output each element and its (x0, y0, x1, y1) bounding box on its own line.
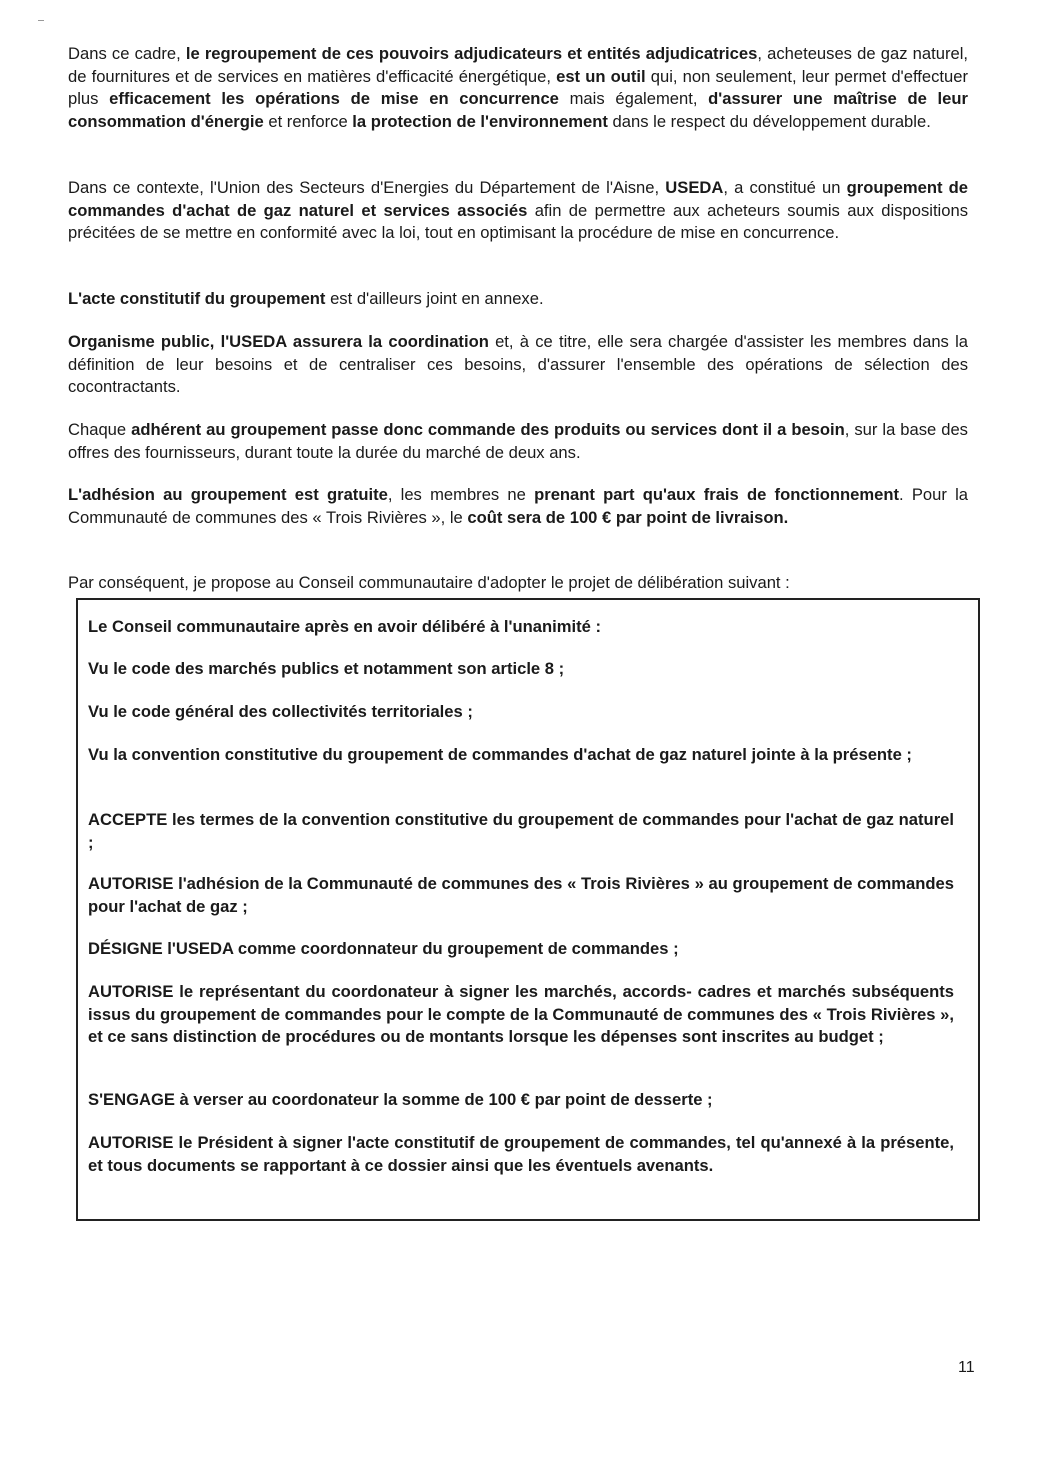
deliberation-intro: Le Conseil communautaire après en avoir délibéré à l'unanimité : (88, 617, 601, 636)
bold-text: d'assurer une maîtrise de leur consommation d'énergie (68, 89, 968, 131)
deliberation-autorise-signature-marches: AUTORISE le représentant du coordonateur à signer les marchés, accords- cadres et marchés subséquents issus du groupement de commandes pour le compte de la Communauté de communes des « Trois Rivières », et ce sans distinction de procédures ou de montants lorsque les dépenses sont inscrites au budget ; (88, 982, 954, 1046)
paragraph-proposition (68, 572, 968, 595)
text-segment: . Pour la Communauté de communes des « Trois Rivières », le (68, 485, 968, 527)
bold-text: Organisme public, l'USEDA assurera la coordination (68, 332, 489, 351)
text-segment: Dans ce contexte, l'Union des Secteurs d'Energies du Département de l'Aisne, (68, 178, 666, 197)
bold-text: adhérent au groupement passe donc commande des produits ou services dont il a besoin (131, 420, 845, 439)
bold-text: le regroupement de ces pouvoirs adjudicateurs et entités adjudicatrices (185, 44, 758, 63)
bold-text: L'adhésion au groupement est gratuite (68, 485, 388, 504)
bold-text: groupement de commandes d'achat de gaz naturel et services associés (68, 178, 969, 220)
text-segment: qui, non seulement, leur permet d'effectuer plus (68, 66, 968, 108)
paragraph-acte-constitutif (68, 288, 968, 311)
text-segment: Dans ce cadre, (68, 44, 186, 63)
bold-text: efficacement les opérations de mise en concurrence (109, 89, 559, 108)
paragraph-adherent (68, 419, 968, 464)
text-segment: mais également, (558, 89, 709, 108)
text-segment: , acheteuses de gaz naturel, de fournitures et de services en matières d'efficacité énergétique, (68, 44, 969, 86)
text-segment: , a constitué un (723, 178, 847, 197)
text-segment: Par conséquent, je propose au Conseil communautaire d'adopter le projet de délibération suivant : (68, 573, 790, 592)
deliberation-engage: S'ENGAGE à verser au coordonateur la somme de 100 € par point de desserte ; (88, 1090, 713, 1109)
deliberation-autorise-adhesion: AUTORISE l'adhésion de la Communauté de communes des « Trois Rivières » au groupement de commandes pour l'achat de gaz ; (88, 874, 954, 916)
bold-text: L'acte constitutif du groupement (68, 289, 326, 308)
bold-text: est un outil (556, 66, 646, 86)
deliberation-vu-code-marches: Vu le code des marchés publics et notamment son article 8 ; (88, 659, 565, 678)
text-segment: et renforce (263, 111, 353, 131)
bold-text: coût sera de 100 € par point de livraison. (467, 507, 789, 527)
deliberation-autorise-president: AUTORISE le Président à signer l'acte constitutif de groupement de commandes, tel qu'annexé à la présente, et tous documents se rapportant à ce dossier ainsi que les éventuels avenants. (88, 1133, 954, 1175)
paragraph-contexte (68, 177, 968, 245)
bold-text: la protection de l'environnement (352, 111, 608, 131)
text-segment: , sur la base des offres des fournisseurs, durant toute la durée du marché de deux ans. (68, 420, 968, 462)
paragraph-regroupement (68, 43, 968, 133)
deliberation-accepte: ACCEPTE les termes de la convention constitutive du groupement de commandes pour l'achat de gaz naturel ; (88, 810, 954, 852)
deliberation-vu-convention: Vu la convention constitutive du groupement de commandes d'achat de gaz naturel jointe à la présente ; (88, 745, 912, 764)
text-segment: est d'ailleurs joint en annexe. (325, 289, 544, 308)
bold-text: USEDA (665, 178, 724, 197)
deliberation-designe: DÉSIGNE l'USEDA comme coordonnateur du groupement de commandes ; (88, 939, 679, 958)
text-segment: et, à ce titre, elle sera chargée d'assister les membres dans la définition de leur besoins et de centraliser ces besoins, d'assurer l'ensemble des opérations de sélection des cocontractants. (68, 332, 968, 396)
scan-mark (38, 20, 44, 21)
page-number: 11 (958, 1359, 975, 1376)
text-segment: dans le respect du développement durable. (607, 111, 931, 131)
text-segment: afin de permettre aux acheteurs soumis aux dispositions précitées de se mettre en conformité avec la loi, tout en optimisant la procédure de mise en concurrence. (68, 200, 969, 242)
text-segment: , les membres ne (387, 485, 535, 504)
deliberation-vu-code-general: Vu le code général des collectivités territoriales ; (88, 702, 473, 721)
bold-text: prenant part qu'aux frais de fonctionnement (534, 485, 899, 504)
paragraph-coordination (68, 331, 968, 399)
text-segment: Chaque (68, 420, 132, 439)
paragraph-adhesion (68, 484, 968, 529)
